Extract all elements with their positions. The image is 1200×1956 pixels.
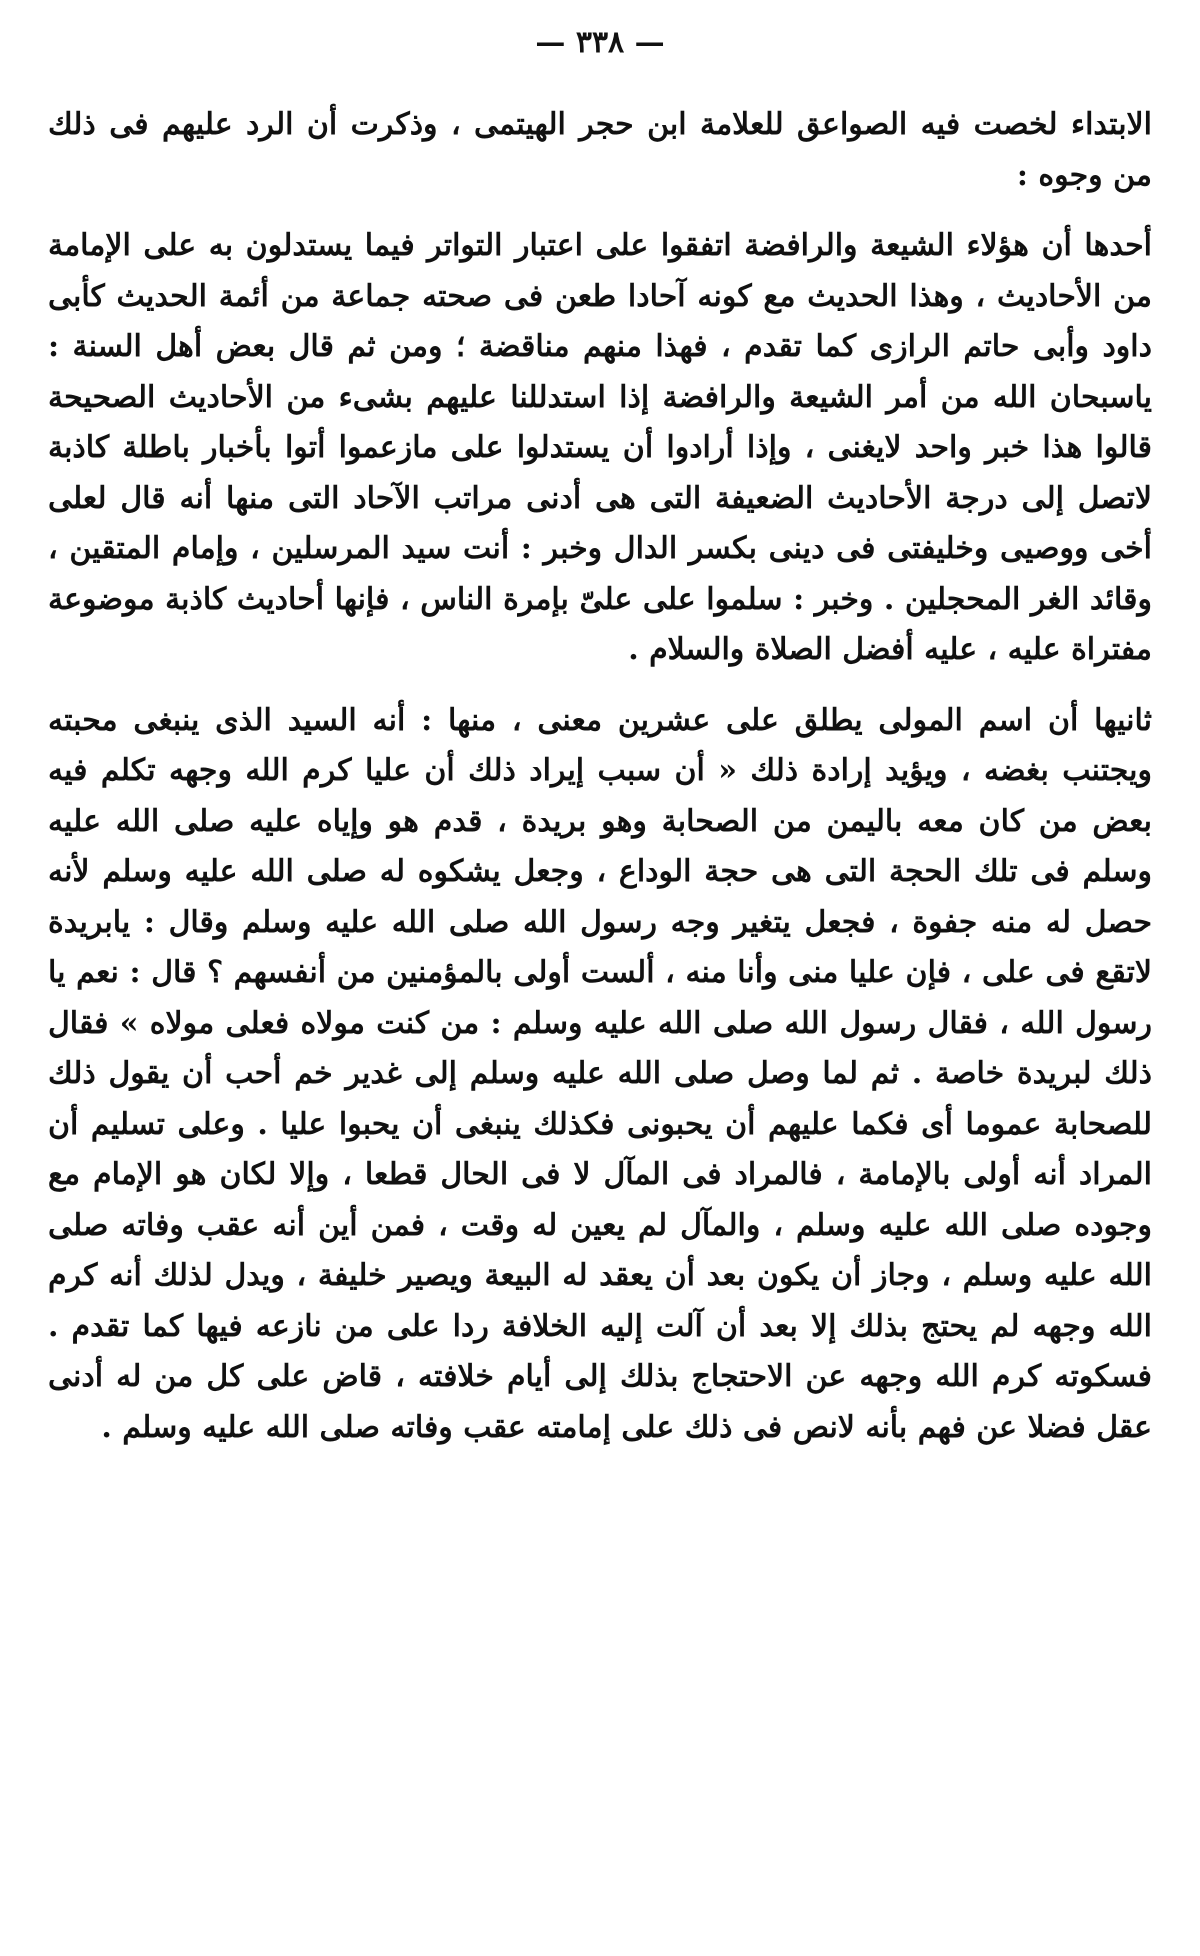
paragraph-second-point: ثانيها أن اسم المولى يطلق على عشرين معنى ، منها : أنه السيد الذى ينبغى محبته ويجتنب بغضه ، ويؤيد إرادة ذلك « أن سبب إيراد ذلك أن عليا كرم الله وجهه تكلم فيه بعض من كان معه باليمن من الصحابة وهو بريدة ، قدم هو وإياه عليه صلى الله عليه وسلم فى تلك الحجة التى هى حجة الوداع ، وجعل يشكوه له صلى الله عليه وسلم لأنه حصل له منه جفوة ، فجعل يتغير وجه رسول الله صلى الله عليه وسلم وقال : يابريدة لاتقع فى على ، فإن عليا منى وأنا منه ، ألست أولى بالمؤمنين من أنفسهم ؟ قال : نعم يا رسول الله ، فقال رسول الله صلى الله عليه وسلم : من كنت مولاه فعلى مولاه » فقال ذلك لبريدة خاصة . ثم لما وصل صلى الله عليه وسلم إلى غدير خم أحب أن يقول ذلك للصحابة عموما أى فكما عليهم أن يحبونى فكذلك ينبغى أن يحبوا عليا . وعلى تسليم أن المراد أنه أولى بالإمامة ، فالمراد فى المآل لا فى الحال قطعا ، وإلا لكان هو الإمام مع وجوده صلى الله عليه وسلم ، والمآل لم يعين له وقت ، فمن أين أنه عقب وفاته صلى الله عليه وسلم ، وجاز أن يكون بعد أن يعقد له البيعة ويصير خليفة ، ويدل لذلك أنه كرم الله وجهه لم يحتج بذلك إلا بعد أن آلت إليه الخلافة ردا على من نازعه فيها كما تقدم . فسكوته كرم الله وجهه عن الاحتجاج بذلك إلى أيام خلافته ، قاض على كل من له أدنى عقل فضلا عن فهم بأنه لانص فى ذلك على إمامته عقب وفاته صلى الله عليه وسلم . [48,702,1153,1445]
page-number: — ٣٣٨ — [535,25,665,60]
paragraph-first-point: أحدها أن هؤلاء الشيعة والرافضة اتفقوا على اعتبار التواتر فيما يستدلون به على الإمامة من الأحاديث ، وهذا الحديث مع كونه آحادا طعن فى صحته جماعة من أئمة الحديث كأبى داود وأبى حاتم الرازى كما تقدم ، فهذا منهم مناقضة ؛ ومن ثم قال بعض أهل السنة : ياسبحان الله من أمر الشيعة والرافضة إذا استدللنا عليهم بشىء من الأحاديث الصحيحة قالوا هذا خبر واحد لايغنى ، وإذا أرادوا أن يستدلوا على مازعموا أتوا بأخبار باطلة كاذبة لاتصل إلى درجة الأحاديث الضعيفة التى هى أدنى مراتب الآحاد التى منها أنه قال لعلى أخى ووصيى وخليفتى فى دينى بكسر الدال وخبر : أنت سيد المرسلين ، وإمام المتقين ، وقائد الغر المحجلين . وخبر : سلموا على علىّ بإمرة الناس ، فإنها أحاديث كاذبة موضوعة مفتراة عليه ، عليه أفضل الصلاة والسلام . [48,228,1152,667]
paragraph-intro: الابتداء لخصت فيه الصواعق للعلامة ابن حجر الهيتمى ، وذكرت أن الرد عليهم فى ذلك من وجوه : [48,107,1152,193]
